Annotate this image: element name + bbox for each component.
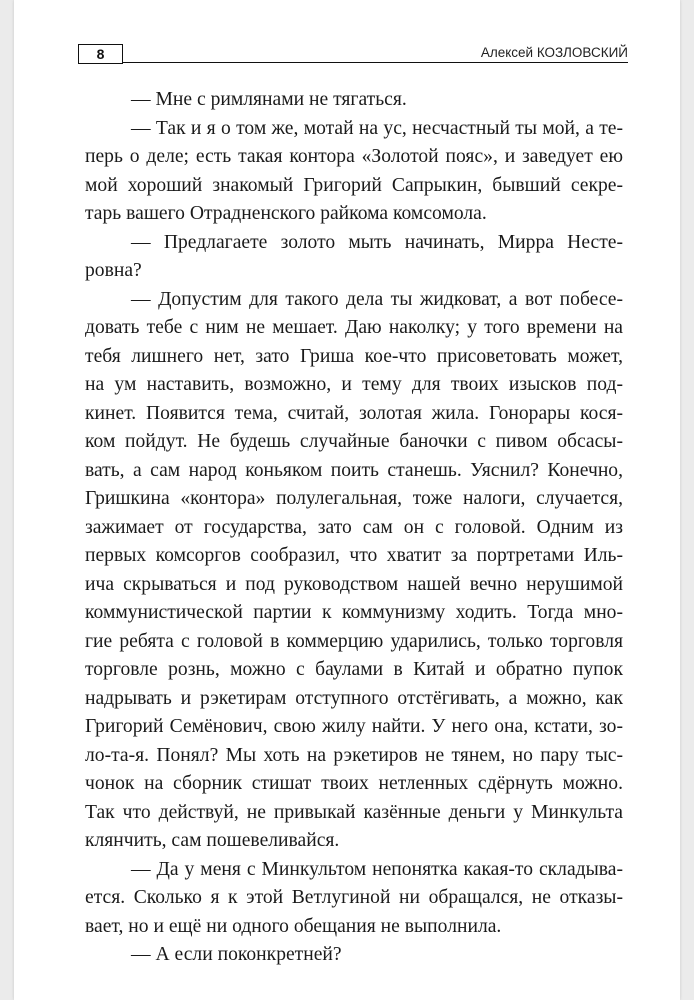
text-line: на ум наставить, возможно, и тему для твоих изысков под- (85, 374, 623, 395)
text-line: — Мне с римлянами не тягаться. (131, 89, 407, 110)
text-line: коммунистической партии к коммунизму ходить. Тогда мно- (85, 602, 623, 623)
page-number: 8 (78, 44, 123, 64)
text-line: вать, а сам народ коньяком поить станешь. Уяснил? Конечно, (85, 459, 623, 481)
text-line: торговле рознь, можно с баулами в Китай и обратно пупок (85, 659, 623, 680)
text-line: ется. Сколько я к этой Ветлугиной ни обращался, не отказы- (85, 887, 623, 908)
text-line: клянчить, сам пошевеливайся. (85, 830, 340, 851)
text-line: тарь вашего Отрадненского райкома комсомола. (85, 203, 487, 224)
text-line: Григорий Семёнович, свою жилу найти. У него она, кстати, зо- (85, 716, 623, 737)
text-line: Так что действуй, не привыкай казённые деньги у Минкульта (85, 801, 623, 823)
text-line: ло-та-я. Понял? Мы хоть на рэкетиров не тянем, но пару тыс- (85, 744, 623, 766)
text-line: первых комсоргов сообразил, что хватит за портретами Иль- (85, 545, 623, 566)
text-line: Гришкина «контора» полулегальная, тоже налоги, случается, (85, 488, 623, 509)
text-line: довать тебе с ним не мешает. Даю наколку; у того времени на (85, 317, 623, 338)
text-line: — А если поконкретней? (131, 944, 342, 965)
header-author: Алексей КОЗЛОВСКИЙ (475, 46, 628, 60)
text-line: чонок на сборник стишат твоих нетленных сдёрнуть можно. (85, 773, 623, 794)
text-line: ком пойдут. Не будешь случайные баночки с пивом обсасы- (85, 431, 623, 452)
header-rule (123, 62, 628, 63)
running-header (78, 44, 628, 68)
text-line: кинет. Появится тема, считай, золотая жила. Гонорары кося- (85, 402, 623, 424)
book-page (14, 0, 680, 1000)
text-line: — Допустим для такого дела ты жидковат, а вот побесе- (131, 288, 623, 310)
text-line: — Так и я о том же, мотай на ус, несчастный ты мой, а те- (131, 117, 623, 139)
text-line: ровна? (85, 260, 142, 281)
text-line: — Да у меня с Минкультом непонятка какая-то складыва- (131, 858, 623, 880)
text-line: зажимает от государства, зато сам он с головой. Одним из (85, 516, 623, 538)
text-line: перь о деле; есть такая контора «Золотой пояс», и заведует ею (85, 146, 623, 167)
body-text (85, 86, 623, 970)
text-line: — Предлагаете золото мыть начинать, Мирра Несте- (131, 231, 623, 253)
text-line: надрывать и рэкетирам отступного отстёгивать, а можно, как (85, 687, 623, 709)
text-line: тебя лишнего нет, зато Гриша кое-что присоветовать может, (85, 345, 623, 367)
text-line: вает, но и ещё ни одного обещания не выполнила. (85, 915, 502, 937)
text-line: гие ребята с головой в коммерцию ударились, только торговля (85, 630, 623, 652)
text-line: мой хороший знакомый Григорий Сапрыкин, бывший секре- (85, 174, 623, 196)
text-line: ича скрываться и под руководством нашей вечно нерушимой (85, 573, 623, 595)
